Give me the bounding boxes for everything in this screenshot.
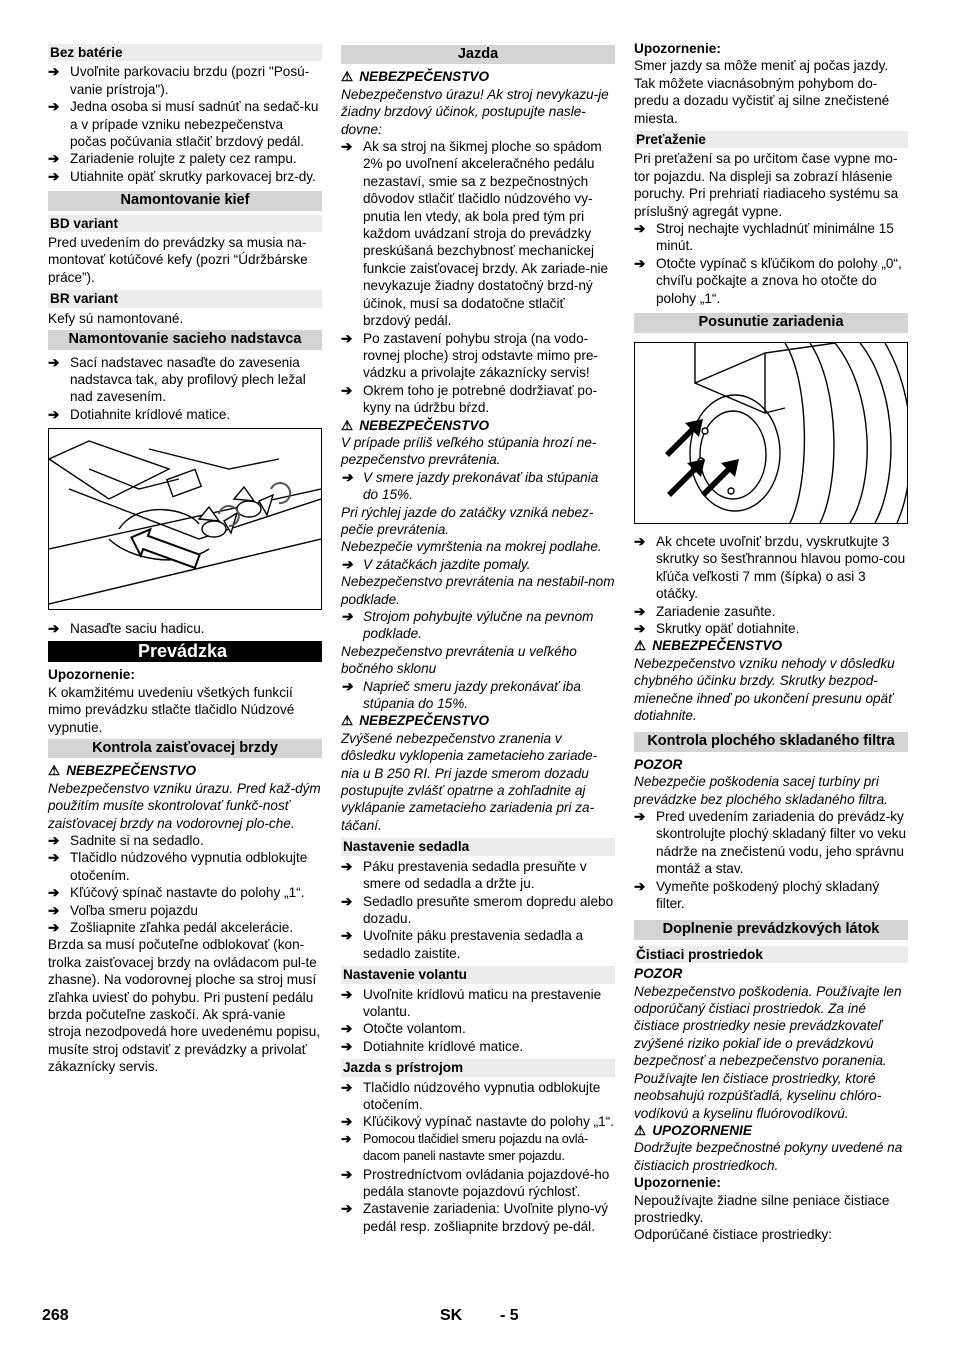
arrow-icon: ➔ [341,330,353,346]
paragraph: Smer jazdy sa môže meniť aj počas jazdy. Tak môžete viacnásobným pohybom do-predu a dozadu vyčistiť aj silne znečistené miesta. [634,58,890,126]
paragraph: Pri rýchlej jazde do zatáčky vzniká nebez-pečie prevrátenia. [341,504,594,537]
arrow-icon: ➔ [341,1079,353,1095]
paragraph: Nebezpečenstvo vzniku nehody v dôsledku chybného účinku brzdy. Skrutky bezpod-mienečne ihneď po ukončení presunu opäť dotiahnite. [634,655,895,723]
danger-label: ⚠ NEBEZPEČENSTVO [48,763,197,779]
paragraph: Nebezpečenstvo poškodenia. Používajte len odporúčaný čistiaci prostriedok. Za iné čistiace prostriedky nesie prevádzkovateľ zvýšené riziko pokiaľ ide o prevádzkovú bezpečnosť a nebezpečenstvo poranenia. Používajte len čistiace prostriedky, ktoré neobsahujú rozpúšťadlá, kyselinu chlóro-vodíkovú a kyselinu fluórovodíkovú. [634,983,902,1121]
list-item: ➔ Dotiahnite krídlové matice. [48,406,231,422]
list-item: ➔ V smere jazdy prekonávať iba stúpania do 15%. [341,469,599,503]
paragraph: Nebezpečenstvo vzniku úrazu. Pred kaž-dým použitím musíte skontrolovať funkč-nosť zaisťovacej brzdy na vodorovnej plo-che. [48,780,321,831]
arrow-icon: ➔ [341,928,353,944]
arrow-icon: ➔ [48,850,60,866]
arrow-icon: ➔ [48,64,60,80]
list-item: ➔ Uvoľnite krídlovú maticu na prestavenie volantu. [341,986,602,1019]
warning-icon: ⚠ [48,763,61,779]
list-item: ➔ Kľúčový spínač nastavte do polohy „1“. [48,885,305,901]
arrow-icon: ➔ [341,469,353,485]
warning-icon: ⚠ [634,1122,647,1138]
language-code: SK [440,1307,463,1324]
arrow-icon: ➔ [634,878,646,894]
danger-label: ⚠ NEBEZPEČENSTVO [341,69,490,85]
list-item: ➔ Ak chcete uvoľniť brzdu, vyskrutkujte 3 skrutky so šesťhrannou hlavou pomo-cou kľúča veľkosti 7 mm (šípka) o asi 3 otáčky. [634,533,906,602]
list-item: ➔ V zátačkách jazdite pomaly. [341,556,531,572]
arrow-icon: ➔ [341,678,353,694]
list-item: ➔ Po zastavení pohybu stroja (na vodo-rovnej ploche) stroj odstavte mimo pre-vádzku a privolajte zákaznícky servis! [341,330,598,381]
arrow-icon: ➔ [634,620,646,636]
list-item: ➔ Sedadlo presuňte smerom dopredu alebo dozadu. [341,893,614,926]
heading-prevadzka: Prevádzka [48,641,322,662]
danger-label: ⚠ NEBEZPEČENSTVO [341,417,490,433]
arrow-icon: ➔ [48,833,60,848]
list-item: ➔ Jedna osoba si musí sadnúť na sedač-ku a v prípade vzniku nebezpečenstva počas počúvania stlačiť brzdový pedál. [48,99,319,150]
arrow-icon: ➔ [341,609,353,624]
brake-figure [634,342,908,524]
paragraph: Odporúčané čistiace prostriedky: [634,1227,832,1243]
squeegee-figure [48,428,322,610]
column-2 [341,40,615,1235]
warning-icon: ⚠ [341,417,354,433]
list-item: ➔ Okrem toho je potrebné dodržiavať po-kyny na údržbu bŕzd. [341,382,598,416]
list-item: ➔ Utiahnite opäť skrutky parkovacej brz-dy. [48,168,316,184]
paragraph: Kefy sú namontované. [48,310,184,326]
heading-volant: Nastavenie volantu [341,966,615,983]
arrow-icon: ➔ [341,1038,353,1054]
paragraph: Brzda sa musí počuteľne odblokovať (kon-trolka zaisťovacej brzdy na ovládacom pul-te zhasne). Na vodorovnej ploche sa stroj musí zľahka uviesť do pohybu. Pri pustení pedálu brzda počuteľne zaskočí. Ak sprá-vanie stroja nezodpovedá hore uvedenému popisu, musíte stroj odstaviť z prevádzky a privolať zákaznícky servis. [48,937,321,1075]
note-label: Upozornenie: [634,1175,721,1191]
list-item: ➔ Zošliapnite zľahka pedál akcelerácie. [48,920,294,936]
arrow-icon: ➔ [341,858,353,874]
paragraph: Zvýšené nebezpečenstvo zranenia v dôsledku vyklopenia zametacieho zariade-nia u B 250 RI. Pri jazde smerom dozadu postupujte zvlášť opatrne a zohľadnite aj vyklápanie zametacieho zariadenia pri za-táčaní. [341,730,598,833]
arrow-icon: ➔ [341,986,353,1002]
heading-posunutie: Posunutie zariadenia [634,313,908,332]
list-item: ➔ Sadnite si na sedadlo. [48,833,204,848]
arrow-icon: ➔ [48,168,60,184]
list-item: ➔ Voľba smeru pojazdu [48,902,198,918]
arrow-icon: ➔ [634,255,646,271]
list-item: ➔ Stroj nechajte vychladnúť minimálne 15 minút. [634,221,894,254]
list-item: ➔ Otočte vypínač s kľúčikom do polohy „0“, chvíľu počkajte a znova ho otočte do polohy „1“. [634,255,902,306]
arrow-icon: ➔ [634,533,646,549]
arrow-icon: ➔ [634,221,646,237]
arrow-icon: ➔ [48,151,60,167]
arrow-icon: ➔ [341,139,353,155]
list-item: ➔ Skrutky opäť dotiahnite. [634,620,800,636]
arrow-icon: ➔ [341,1201,353,1217]
caution-label: POZOR [634,756,683,772]
arrow-icon: ➔ [48,620,60,636]
list-item: ➔ Sací nadstavec nasaďte do zavesenia nadstavca tak, aby profilový plech ležal nad zavesením. [48,354,306,405]
paragraph: Nepoužívajte žiadne silne peniace čistiace prostriedky. [634,1192,890,1225]
list-item: ➔ Páku prestavenia sedadla presuňte v smere od sedadla a držte ju. [341,858,587,892]
column-1 [48,40,322,1076]
heading-doplnenie: Doplnenie prevádzkových látok [634,920,908,939]
list-item: ➔ Tlačidlo núdzového vypnutia odblokujte otočením. [48,850,308,883]
heading-jazda-s-pristrojom: Jazda s prístrojom [341,1059,615,1076]
list-item: ➔ Pomocou tlačidiel smeru pojazdu na ovlá-dacom paneli nastavte smer pojazdu. [341,1131,615,1166]
list-item: ➔ Zariadenie zasuňte. [634,603,776,619]
danger-label: ⚠ NEBEZPEČENSTVO [634,638,783,654]
arrow-icon: ➔ [341,556,353,572]
note-label: Upozornenie: [48,667,135,683]
arrow-icon: ➔ [634,809,646,824]
list-item: ➔ Prostredníctvom ovládania pojazdové-ho pedála stanovte pojazdovú rýchlosť. [341,1166,610,1199]
paragraph: Nebezpečenstvo úrazu! Ak stroj nevykazu-je žiadny brzdový účinok, postupujte nasle-dovne: [341,86,609,137]
list-item: ➔ Naprieč smeru jazdy prekonávať iba stúpania do 15%. [341,678,581,712]
arrow-icon: ➔ [48,406,60,422]
list-item: ➔ Tlačidlo núdzového vypnutia odblokujte otočením. [341,1079,601,1112]
section-number: - 5 [500,1307,519,1324]
arrow-icon: ➔ [341,1021,353,1037]
arrow-icon: ➔ [341,382,353,398]
arrow-icon: ➔ [634,603,646,619]
paragraph: Nebezpečie poškodenia sacej turbíny pri prevádzke bez plochého skladaného filtra. [634,774,888,807]
arrow-icon: ➔ [48,902,60,918]
heading-br-variant: BR variant [48,290,322,307]
arrow-icon: ➔ [48,885,60,901]
arrow-icon: ➔ [341,1166,353,1182]
heading-pretazenie: Preťaženie [634,131,908,148]
arrow-icon: ➔ [341,893,353,909]
warning-icon: ⚠ [341,69,354,85]
list-item: ➔ Nasaďte saciu hadicu. [48,620,205,636]
list-item: ➔ Dotiahnite krídlové matice. [341,1038,524,1054]
warning-icon: ⚠ [341,713,354,729]
arrow-icon: ➔ [341,1114,353,1130]
warning-icon: ⚠ [634,638,647,654]
heading-sedadlo: Nastavenie sedadla [341,838,615,855]
list-item: ➔ Ak sa stroj na šikmej ploche so spádom 2% po uvoľnení akceleračného pedálu nezastaví, smie sa z bezpečnostných dôvodov stlačiť tlačidlo núdzového vy-pnutia len vtedy, ak bola pred tým pri každom uvádzaní stroja do prevádzky preskúšaná bezchybnosť mechanickej funkcie zaisťovacej brzdy. Ak zariade-nie nevykazuje žiadny dostatočný brzd-ný účinok, musí sa dodatočne stlačiť brzdový pedál. [341,139,609,329]
heading-bd-variant: BD variant [48,215,322,232]
heading-jazda: Jazda [341,45,615,64]
paragraph: Dodržujte bezpečnostné pokyny uvedené na čistiacich prostriedkoch. [634,1140,903,1173]
paragraph: K okamžitému uvedeniu všetkých funkcií mimo prevádzku stlačte tlačidlo Núdzové vypnutie. [48,684,295,735]
list-item: ➔ Uvoľnite parkovaciu brzdu (pozri "Posú-vanie prístroja"). [48,64,310,97]
arrow-icon: ➔ [48,99,60,115]
notice-label: ⚠ UPOZORNENIE [634,1122,752,1138]
list-item: ➔ Zariadenie rolujte z palety cez rampu. [48,151,297,167]
arrow-icon: ➔ [48,354,60,370]
heading-sacie: Namontovanie sacieho nadstavca [48,330,322,349]
heading-filter: Kontrola plochého skladaného filtra [634,732,908,751]
danger-label: ⚠ NEBEZPEČENSTVO [341,713,490,729]
list-item: ➔ Zastavenie zariadenia: Uvoľnite plyno-vý pedál resp. zošliapnite brzdový pe-dál. [341,1201,608,1234]
paragraph: Pred uvedením do prevádzky sa musia na-montovať kotúčové kefy (pozri “Údržbárske práce”). [48,235,308,285]
heading-bez-baterie: Bez batérie [48,44,322,61]
heading-cistiaci: Čistiaci prostriedok [634,946,908,963]
list-item: ➔ Strojom pohybujte výlučne na pevnom podklade. [341,609,594,642]
column-3 [634,40,908,1244]
list-item: ➔ Vymeňte poškodený plochý skladaný filter. [634,878,880,912]
list-item: ➔ Kľúčikový vypínač nastavte do polohy „1“. [341,1114,615,1130]
caution-label: POZOR [634,966,683,982]
paragraph: V prípade príliš veľkého stúpania hrozí ne-pezpečenstvo prevrátenia. [341,434,597,468]
page-number: 268 [42,1307,69,1324]
heading-namontovanie-kief: Namontovanie kief [48,191,322,210]
note-label: Upozornenie: [634,41,721,56]
paragraph: Pri preťažení sa po určitom čase vypne mo-tor pojazdu. Na displeji sa zobrazí hlásenie poruchy. Pri prehriatí riadiaceho systému sa príslušný agregát vypne. [634,151,899,219]
paragraph: Nebezpečenstvo prevrátenia na nestabil-nom podklade. [341,574,615,607]
arrow-icon: ➔ [341,1131,352,1146]
paragraph: Nebezpečie vymrštenia na mokrej podlahe. [341,539,602,555]
list-item: ➔ Pred uvedením zariadenia do prevádz-ky skontrolujte plochý skladaný filter vo veku nádrže na znečistenú vodu, jeho správnu montáž a stav. [634,809,907,877]
list-item: ➔ Otočte volantom. [341,1021,466,1037]
paragraph: Nebezpečenstvo prevrátenia u veľkého bočného sklonu [341,643,577,677]
arrow-icon: ➔ [48,920,60,936]
list-item: ➔ Uvoľnite páku prestavenia sedadla a sedadlo zaistite. [341,928,584,961]
heading-kontrola-brzdy: Kontrola zaisťovacej brzdy [48,739,322,758]
